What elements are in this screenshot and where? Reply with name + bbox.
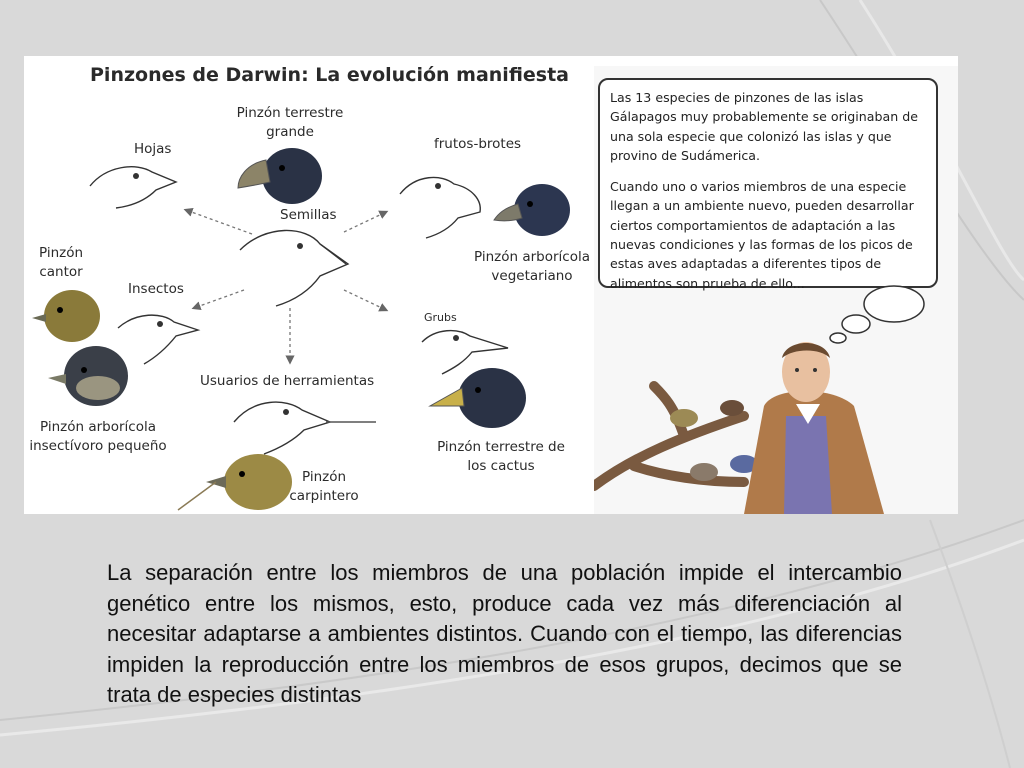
finches-figure bbox=[24, 56, 958, 514]
label-cactus: Pinzón terrestre de los cactus bbox=[437, 439, 565, 474]
small-tree-finch-icon bbox=[44, 340, 130, 408]
label-herramientas: Usuarios de herramientas bbox=[200, 373, 375, 389]
label-terrestre-grande: Pinzón terrestre grande bbox=[236, 105, 344, 140]
darwin-illustration bbox=[594, 276, 958, 514]
semillas-finch-sketch-icon bbox=[236, 220, 356, 310]
hojas-finch-sketch-icon bbox=[86, 156, 181, 216]
figure-title: Pinzones de Darwin: La evolución manifiesta bbox=[90, 64, 569, 86]
label-cantor: Pinzón cantor bbox=[38, 245, 84, 280]
speech-bubble bbox=[598, 78, 938, 291]
label-hojas: Hojas bbox=[134, 141, 172, 157]
darwin-comic-panel bbox=[594, 66, 958, 514]
label-vegetariano: Pinzón arborícola vegetariano bbox=[473, 249, 590, 284]
label-insectivoro: Pinzón arborícola insectívoro pequeño bbox=[29, 419, 167, 454]
warbler-finch-icon bbox=[30, 286, 102, 346]
label-insectos: Insectos bbox=[128, 281, 184, 297]
frutos-finch-sketch-icon bbox=[396, 168, 486, 240]
bubble-paragraph-2: Cuando uno o varios miembros de una especie llegan a un ambiente nuevo, pueden desarrollar ciertos comportamientos de adaptación a las nuevas condiciones y las formas de los picos de estas aves adaptadas a diferentes tipos de alimentos son prueba de ello... bbox=[610, 179, 914, 291]
body-paragraph: La separación entre los miembros de una población impide el intercambio genético entre los mismos, esto, produce cada vez más diferenciación al necesitar adaptarse a ambientes distintos. Cuando con el tiempo, las diferencias impiden la reproducción entre los miembros de esos grupos, decimos que se trata de especies distintas bbox=[107, 560, 902, 707]
cactus-ground-finch-icon bbox=[428, 362, 528, 432]
woodpecker-finch-icon bbox=[176, 448, 296, 512]
large-ground-finch-icon bbox=[234, 138, 324, 208]
bubble-paragraph-1: Las 13 especies de pinzones de las islas Gálapagos muy probablemente se originaban de una sola especie que colonizó las islas y que provino de Sudámerica. bbox=[610, 90, 918, 163]
label-grubs: Grubs bbox=[424, 311, 457, 324]
vegetarian-tree-finch-icon bbox=[490, 178, 572, 240]
label-semillas: Semillas bbox=[280, 207, 337, 223]
label-frutos: frutos-brotes bbox=[434, 136, 522, 152]
label-carpintero: Pinzón carpintero bbox=[289, 469, 359, 504]
